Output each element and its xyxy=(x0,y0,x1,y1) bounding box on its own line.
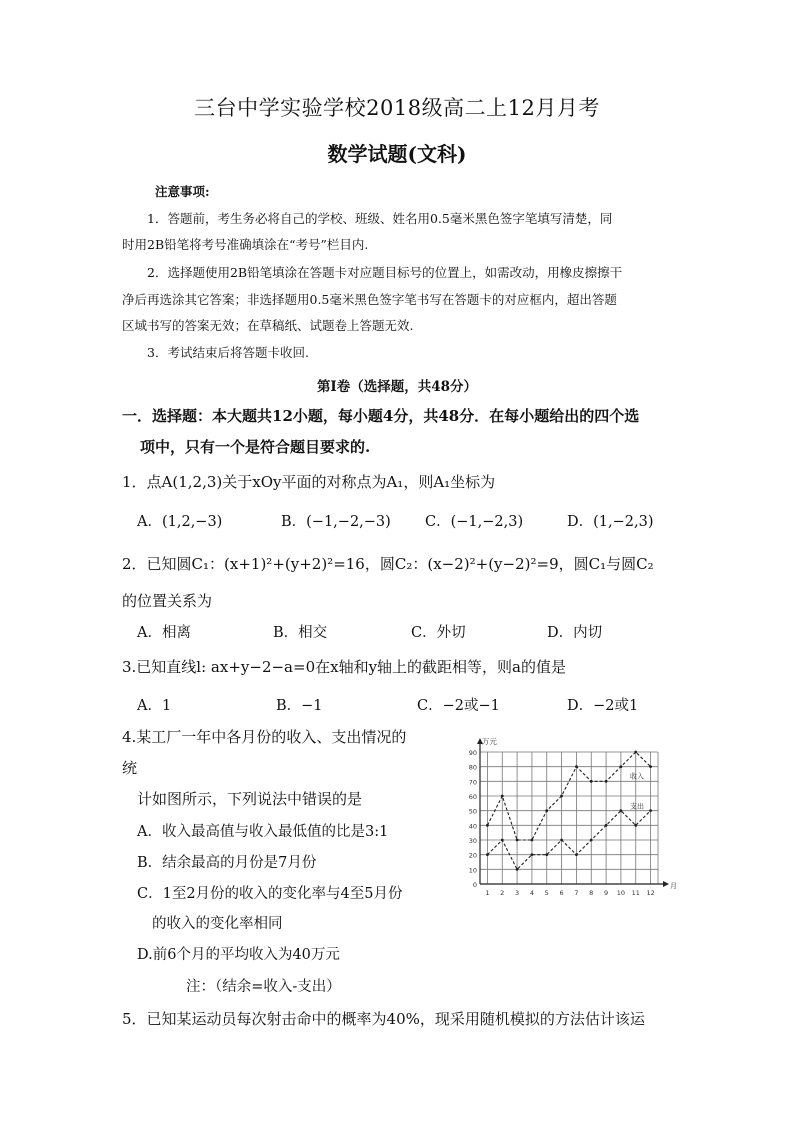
x-tick-label: 12 xyxy=(646,889,655,897)
y-tick-label: 50 xyxy=(468,807,477,816)
question-4-note: 注：（结余=收入-支出） xyxy=(186,979,341,995)
question-4-option-a: A．收入最高值与收入最低值的比是3:1 xyxy=(137,824,389,840)
data-point xyxy=(531,853,534,856)
question-2-option-b: B．相交 xyxy=(273,625,328,641)
page-subtitle: 数学试题(文科) xyxy=(327,142,467,166)
question-4-stem: 统 xyxy=(122,759,138,777)
question-1-stem: 1．点A(1,2,3)关于xOy平面的对称点为A₁，则A₁坐标为 xyxy=(122,473,496,491)
data-point xyxy=(545,809,548,812)
question-3-option-c: C．−2或−1 xyxy=(417,698,500,714)
y-tick-label: 20 xyxy=(468,851,477,860)
data-point xyxy=(605,780,608,783)
data-point xyxy=(649,765,652,768)
data-point xyxy=(501,839,504,842)
question-4-option-d: D.前6个月的平均收入为40万元 xyxy=(137,947,340,963)
notice-line: 区域书写的答案无效；在草稿纸、试题卷上答题无效. xyxy=(122,318,414,333)
data-point xyxy=(634,751,637,754)
notice-line: 1．答题前，考生务必将自己的学校、班级、姓名用0.5毫米黑色签字笔填写清楚，同 xyxy=(147,211,613,226)
question-1-option-c: C．(−1,−2,3) xyxy=(425,514,524,530)
question-4-option-b: B．结余最高的月份是7月份 xyxy=(137,855,317,871)
data-point xyxy=(560,839,563,842)
question-2-stem: 2．已知圆C₁：(x+1)²+(y+2)²=16，圆C₂：(x−2)²+(y−2)²=9，圆C₁与圆C₂ xyxy=(122,555,654,573)
question-1-option-d: D．(1,−2,3) xyxy=(567,514,654,530)
question-1-option-b: B．(−1,−2,−3) xyxy=(281,514,391,530)
question-3-stem: 3.已知直线l: ax+y−2−a=0在x轴和y轴上的截距相等，则a的值是 xyxy=(122,658,566,676)
y-tick-label: 80 xyxy=(468,763,477,772)
x-tick-label: 4 xyxy=(529,889,534,897)
x-tick-label: 2 xyxy=(500,889,505,897)
data-point xyxy=(620,765,623,768)
data-point xyxy=(516,839,519,842)
question-2-stem-continued: 的位置关系为 xyxy=(122,592,213,610)
notice-heading: 注意事项: xyxy=(155,184,210,199)
x-tick-label: 8 xyxy=(589,889,594,897)
x-tick-label: 6 xyxy=(559,889,564,897)
data-point xyxy=(501,795,504,798)
x-tick-label: 11 xyxy=(631,889,640,897)
y-tick-label: 40 xyxy=(468,822,477,831)
y-tick-label: 70 xyxy=(468,778,477,787)
y-tick-label: 90 xyxy=(468,749,477,757)
data-point xyxy=(575,765,578,768)
y-tick-label: 0 xyxy=(472,881,477,889)
data-point xyxy=(620,809,623,812)
data-point xyxy=(545,853,548,856)
chart-axes xyxy=(477,738,669,887)
data-point xyxy=(575,853,578,856)
data-point xyxy=(605,824,608,827)
section-intro: 项中，只有一个是符合题目要求的. xyxy=(140,438,371,456)
page-title: 三台中学实验学校2018级高二上12月月考 xyxy=(194,96,600,120)
data-point xyxy=(590,839,593,842)
data-point xyxy=(486,824,489,827)
question-4-option-c: C．1至2月份的收入的变化率与4至5月份 xyxy=(137,886,403,902)
notice-line: 时用2B铅笔将考号准确填涂在“考号”栏目内. xyxy=(122,237,369,252)
question-2-option-c: C．外切 xyxy=(411,625,466,641)
data-point xyxy=(516,868,519,871)
chart-labels xyxy=(469,737,677,897)
question-3-option-b: B．−1 xyxy=(276,698,323,714)
data-point xyxy=(486,853,489,856)
y-tick-label: 30 xyxy=(468,837,477,845)
data-point xyxy=(634,824,637,827)
question-2-option-a: A．相离 xyxy=(137,625,191,641)
question-3-option-a: A．1 xyxy=(137,698,172,714)
legend-label: 支出 xyxy=(630,802,644,811)
section-title: 第Ⅰ卷（选择题，共48分） xyxy=(316,379,478,395)
x-tick-label: 1 xyxy=(485,889,490,897)
x-axis-label: 月 xyxy=(670,882,677,890)
y-axis-label: 万元 xyxy=(482,737,497,746)
data-point xyxy=(590,780,593,783)
section-intro: 一．选择题：本大题共12小题，每小题4分，共48分．在每小题给出的四个选 xyxy=(122,407,640,425)
data-point xyxy=(649,809,652,812)
x-tick-label: 7 xyxy=(574,889,579,897)
notice-line: 3．考试结束后将答题卡收回. xyxy=(147,345,309,360)
x-tick-label: 5 xyxy=(544,889,549,897)
question-1-option-a: A．(1,2,−3) xyxy=(137,514,223,530)
notice-line: 净后再选涂其它答案；非选择题用0.5毫米黑色签字笔书写在答题卡的对应框内，超出答题 xyxy=(122,292,617,307)
legend-label: 收入 xyxy=(630,772,644,781)
x-axis-arrow xyxy=(663,881,669,887)
x-tick-label: 10 xyxy=(616,889,626,897)
x-tick-label: 3 xyxy=(515,889,520,897)
question-4-stem: 4.某工厂一年中各月份的收入、支出情况的 xyxy=(122,728,407,746)
income-expense-chart xyxy=(458,728,678,903)
data-point xyxy=(531,839,534,842)
question-4-stem: 计如图所示，下列说法中错误的是 xyxy=(137,790,363,808)
y-tick-label: 60 xyxy=(468,793,477,801)
x-tick-label: 9 xyxy=(604,889,609,897)
notice-line: 2．选择题使用2B铅笔填涂在答题卡对应题目标号的位置上，如需改动，用橡皮擦擦干 xyxy=(147,265,623,280)
data-point xyxy=(560,795,563,798)
question-5-stem: 5．已知某运动员每次射击命中的概率为40%，现采用随机模拟的方法估计该运 xyxy=(122,1010,645,1028)
question-2-option-d: D．内切 xyxy=(547,625,603,641)
y-tick-label: 10 xyxy=(468,866,477,875)
question-3-option-d: D．−2或1 xyxy=(567,698,639,714)
question-4-option-c-continued: 的收入的变化率相同 xyxy=(152,916,283,932)
